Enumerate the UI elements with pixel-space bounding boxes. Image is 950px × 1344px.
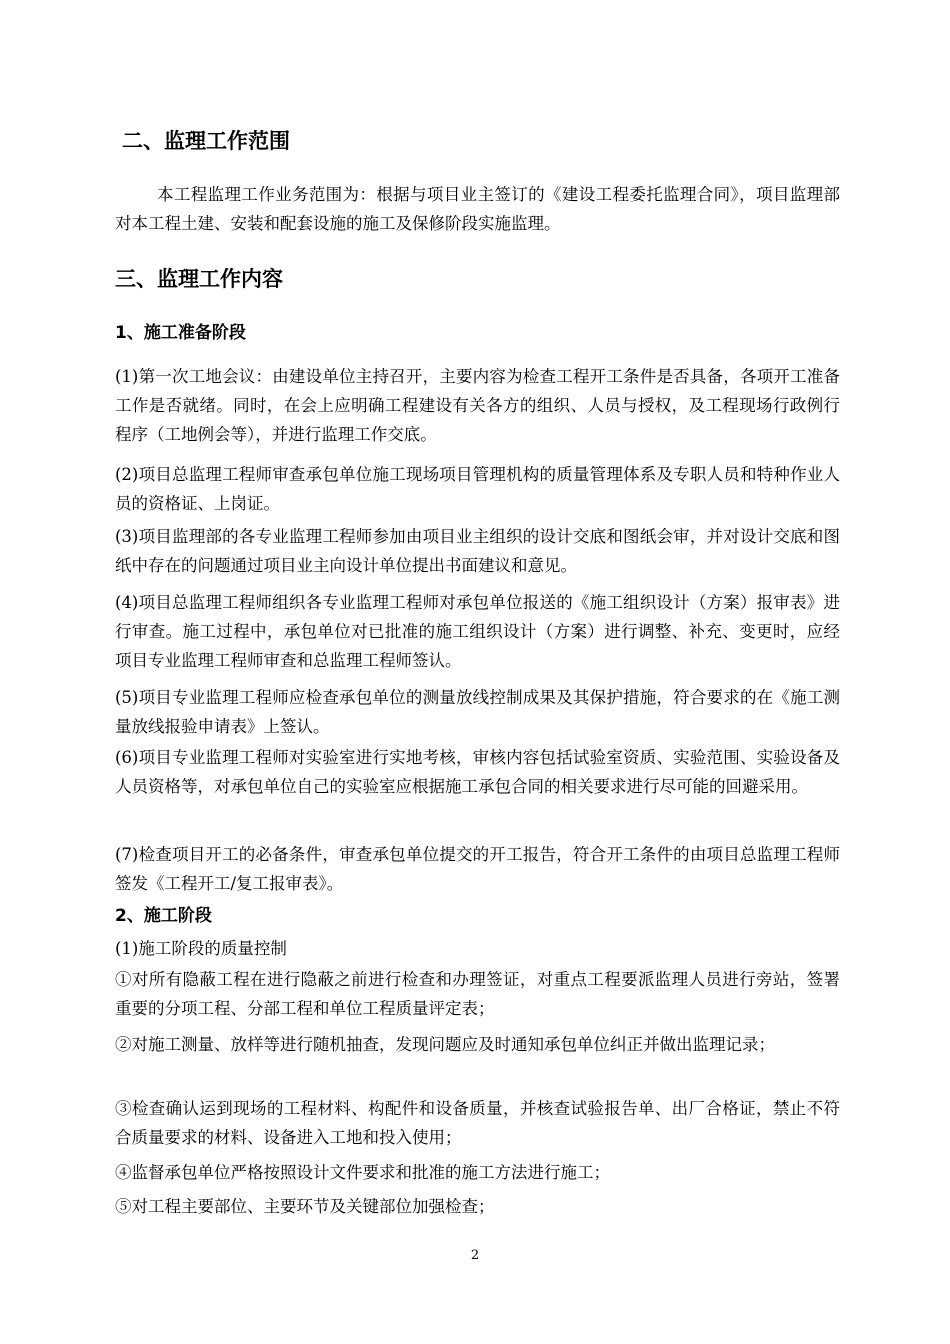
quality-item-2: ②对施工测量、放样等进行随机抽查，发现问题应及时通知承包单位纠正并做出监理记录； xyxy=(115,1035,775,1054)
subsection-heading-preparation: 1、施工准备阶段 xyxy=(115,323,246,343)
prep-item-3: (3)项目监理部的各专业监理工程师参加由项目业主组织的设计交底和图纸会审，并对设计交底和图纸中存在的问题通过项目业主向设计单位提出书面建议和意见。 xyxy=(115,527,840,575)
prep-item-6: (6)项目专业监理工程师对实验室进行实地考核，审核内容包括试验室资质、实验范围、实验设备及人员资格等，对承包单位自己的实验室应根据施工承包合同的相关要求进行尽可能的回避采用。 xyxy=(115,748,840,796)
quality-item-5: ⑤对工程主要部位、主要环节及关键部位加强检查； xyxy=(115,1197,495,1216)
quality-item-3: ③检查确认运到现场的工程材料、构配件和设备质量，并核查试验报告单、出厂合格证，禁止不符合质量要求的材料、设备进入工地和投入使用； xyxy=(115,1099,840,1147)
prep-item-4: (4)项目总监理工程师组织各专业监理工程师对承包单位报送的《施工组织设计（方案）报审表》进行审查。施工过程中，承包单位对已批准的施工组织设计（方案）进行调整、补充、变更时，应经项目专业监理工程师审查和总监理工程师签认。 xyxy=(115,593,840,670)
subsection-heading-construction: 2、施工阶段 xyxy=(115,906,212,926)
prep-item-1: (1)第一次工地会议：由建设单位主持召开，主要内容为检查工程开工条件是否具备，各项开工准备工作是否就绪。同时，在会上应明确工程建设有关各方的组织、人员与授权，及工程现场行政例行程序（工地例会等），并进行监理工作交底。 xyxy=(115,367,840,444)
section-heading-content: 三、监理工作内容 xyxy=(115,267,283,291)
section-heading-scope: 二、监理工作范围 xyxy=(122,129,290,153)
page-number: 2 xyxy=(470,1248,480,1263)
quality-item-4: ④监督承包单位严格按照设计文件要求和批准的施工方法进行施工； xyxy=(115,1163,610,1182)
scope-paragraph: 本工程监理工作业务范围为：根据与项目业主签订的《建设工程委托监理合同》，项目监理部对本工程土建、安装和配套设施的施工及保修阶段实施监理。 xyxy=(115,185,840,233)
quality-control-heading: (1)施工阶段的质量控制 xyxy=(115,939,287,958)
prep-item-5: (5)项目专业监理工程师应检查承包单位的测量放线控制成果及其保护措施，符合要求的在《施工测量放线报验申请表》上签认。 xyxy=(115,688,840,736)
quality-item-1: ①对所有隐蔽工程在进行隐蔽之前进行检查和办理签证，对重点工程要派监理人员进行旁站，签署重要的分项工程、分部工程和单位工程质量评定表； xyxy=(115,970,840,1018)
prep-item-7: (7)检查项目开工的必备条件，审查承包单位提交的开工报告，符合开工条件的由项目总监理工程师签发《工程开工/复工报审表》。 xyxy=(115,845,840,893)
prep-item-2: (2)项目总监理工程师审查承包单位施工现场项目管理机构的质量管理体系及专职人员和特种作业人员的资格证、上岗证。 xyxy=(115,465,840,513)
